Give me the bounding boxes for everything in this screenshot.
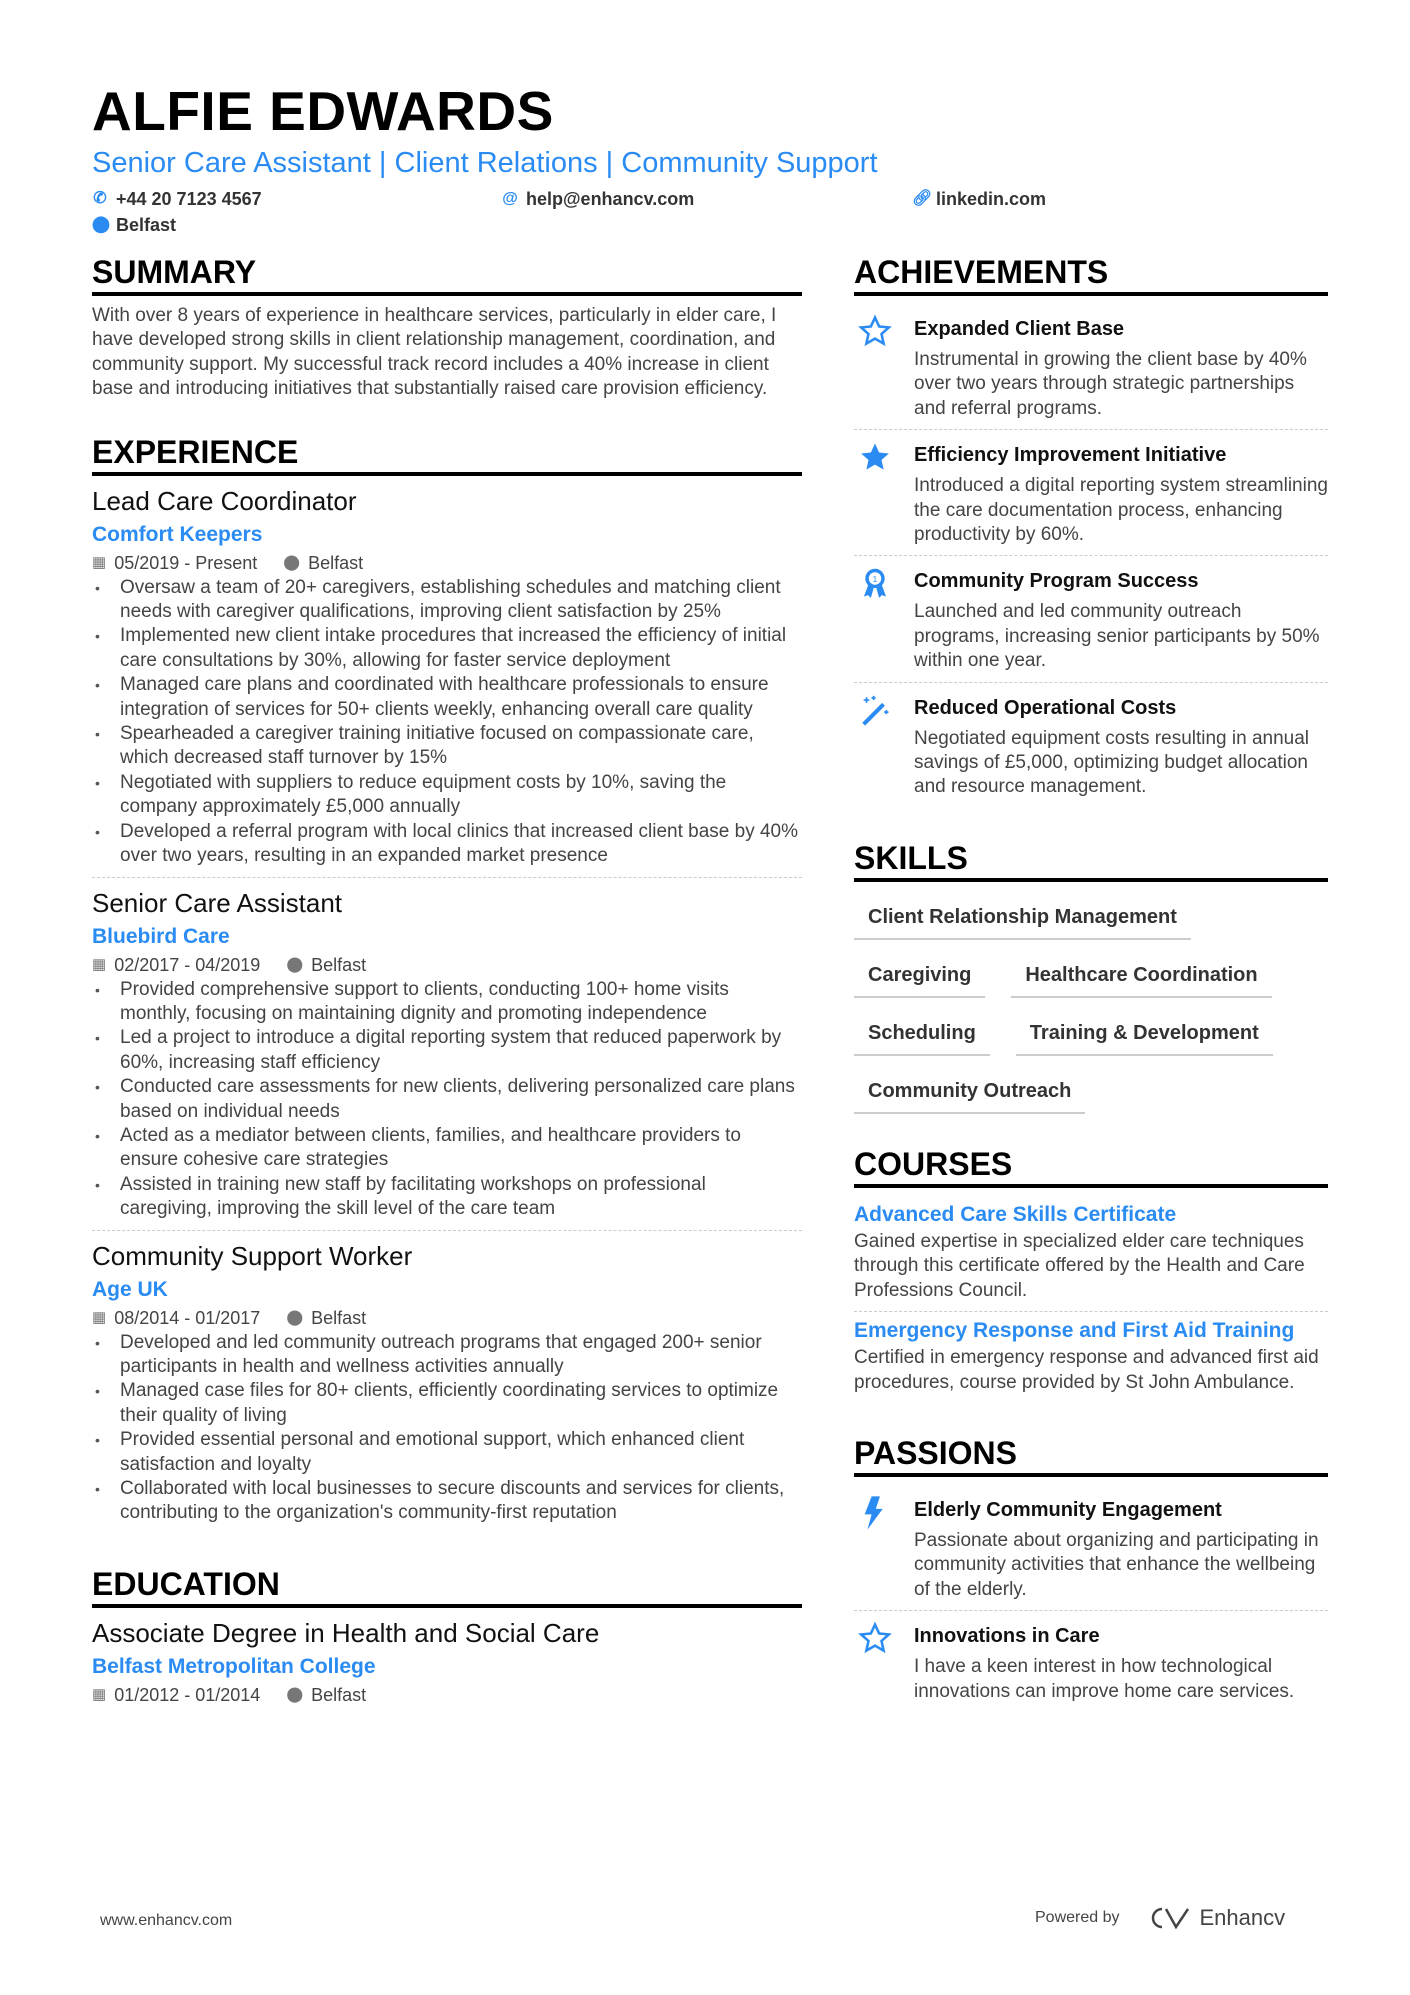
company-name[interactable]: Comfort Keepers bbox=[92, 522, 263, 546]
section-heading: EDUCATION bbox=[92, 1564, 802, 1608]
location-pin-icon: ⬤ bbox=[286, 1685, 304, 1703]
enhancv-logo-icon bbox=[1146, 1905, 1192, 1931]
passions-description: I have a keen interest in how technological innovations can improve home care services. bbox=[914, 1656, 1295, 1702]
job-entry bbox=[92, 1239, 802, 1534]
bullet-item: • Provided essential personal and emotional support, which enhanced client satisfaction and loyalty bbox=[92, 1428, 802, 1477]
bullet-item: • Assisted in training new staff by facilitating workshops on professional caregiving, improving the skill level of the care team bbox=[92, 1173, 802, 1222]
education-section bbox=[92, 1564, 802, 1716]
email-text[interactable]: help@enhancv.com bbox=[526, 189, 695, 209]
location-pin-icon: ⬤ bbox=[286, 955, 304, 973]
achievements-content bbox=[914, 566, 1328, 673]
achievements-item bbox=[854, 304, 1328, 430]
location-text: Belfast bbox=[311, 1684, 367, 1705]
location-text: Belfast bbox=[311, 1307, 367, 1328]
degree-title: Associate Degree in Health and Social Care bbox=[92, 1617, 600, 1648]
achievements-title: Efficiency Improvement Initiative bbox=[914, 444, 1227, 467]
achievements-content bbox=[914, 693, 1328, 800]
achievements-title: Reduced Operational Costs bbox=[914, 696, 1177, 719]
dates-text: 05/2019 - Present bbox=[114, 552, 258, 573]
job-meta bbox=[92, 1305, 802, 1331]
calendar-icon: ▦ bbox=[92, 553, 107, 571]
job-title: Community Support Worker bbox=[92, 1240, 413, 1271]
achievements-description: Introduced a digital reporting system streamlining the care documentation process, enhancing productivity by 60%. bbox=[914, 475, 1328, 546]
contact-linkedin[interactable] bbox=[912, 186, 1046, 212]
right-column bbox=[854, 252, 1328, 1742]
job-dates bbox=[92, 550, 257, 576]
passions-title: Innovations in Care bbox=[914, 1625, 1100, 1648]
bullet-item: • Provided comprehensive support to clients, conducting 100+ home visits monthly, focusing on maintaining dignity and promoting independence bbox=[92, 978, 802, 1027]
candidate-title: Senior Care Assistant | Client Relations | Community Support bbox=[92, 147, 878, 179]
linkedin-text[interactable]: linkedin.com bbox=[936, 189, 1047, 209]
bullet-item: • Spearheaded a caregiver training initiative focused on compassionate care, which decreased staff turnover by 15% bbox=[92, 722, 802, 771]
skill-tag: Caregiving bbox=[854, 956, 985, 998]
contact-email[interactable] bbox=[502, 186, 912, 212]
summary-section bbox=[92, 252, 802, 402]
left-column bbox=[92, 252, 802, 1746]
job-location bbox=[286, 952, 366, 978]
candidate-name: ALFIE EDWARDS bbox=[92, 80, 554, 142]
at-icon: @ bbox=[502, 190, 518, 207]
bullet-item: • Managed care plans and coordinated with healthcare professionals to ensure integration of services for 50+ clients weekly, enhancing overall care quality bbox=[92, 673, 802, 722]
section-heading: EXPERIENCE bbox=[92, 432, 802, 476]
calendar-icon: ▦ bbox=[92, 1685, 107, 1703]
achievements-item bbox=[854, 430, 1328, 556]
section-heading: ACHIEVEMENTS bbox=[854, 252, 1328, 296]
skill-tag: Training & Development bbox=[1016, 1014, 1273, 1056]
course-title: Emergency Response and First Aid Training bbox=[854, 1319, 1295, 1343]
powered-by-text: Powered by bbox=[1035, 1909, 1120, 1926]
link-icon: 🔗︎ bbox=[912, 190, 933, 207]
education-meta bbox=[92, 1682, 802, 1708]
bullet-list bbox=[92, 1331, 802, 1526]
dates-text: 08/2014 - 01/2017 bbox=[114, 1307, 261, 1328]
location-pin-icon: ⬤ bbox=[92, 216, 110, 233]
course-description: Gained expertise in specialized elder care techniques through this certificate offered by the Health and Care Professions Council. bbox=[854, 1230, 1305, 1301]
section-heading: PASSIONS bbox=[854, 1433, 1328, 1477]
calendar-icon: ▦ bbox=[92, 1308, 107, 1326]
bullet-item: • Negotiated with suppliers to reduce equipment costs by 10%, saving the company approximately £5,000 annually bbox=[92, 771, 802, 820]
resume-header bbox=[92, 80, 1332, 238]
location-text: Belfast bbox=[311, 954, 367, 975]
achievements-content bbox=[914, 314, 1328, 421]
award-ribbon-icon bbox=[854, 566, 914, 673]
summary-text: With over 8 years of experience in healthcare services, particularly in elder care, I have developed strong skills in client relationship management, coordination, and community support. My successful track record includes a 40% increase in client base and introducing initiatives that substantially raised care provision efficiency. bbox=[92, 305, 777, 400]
section-heading: SUMMARY bbox=[92, 252, 802, 296]
education-dates bbox=[92, 1682, 260, 1708]
bullet-item: • Acted as a mediator between clients, families, and healthcare providers to ensure cohesive care strategies bbox=[92, 1124, 802, 1173]
passions-item bbox=[854, 1611, 1328, 1712]
skill-tag: Healthcare Coordination bbox=[1011, 956, 1271, 998]
job-dates bbox=[92, 952, 260, 978]
company-name[interactable]: Age UK bbox=[92, 1277, 168, 1301]
contact-location bbox=[92, 212, 176, 238]
brand-text: Enhancv bbox=[1199, 1905, 1286, 1930]
achievements-title: Community Program Success bbox=[914, 570, 1199, 593]
job-entry bbox=[92, 484, 802, 878]
job-entry bbox=[92, 886, 802, 1231]
school-name[interactable]: Belfast Metropolitan College bbox=[92, 1654, 376, 1678]
star-outline-icon bbox=[854, 314, 914, 421]
achievements-item bbox=[854, 556, 1328, 682]
star-filled-icon bbox=[854, 440, 914, 547]
bullet-item: • Oversaw a team of 20+ caregivers, establishing schedules and matching client needs with caregiver qualifications, improving client satisfaction by 25% bbox=[92, 576, 802, 625]
course-item bbox=[854, 1312, 1328, 1403]
job-title: Lead Care Coordinator bbox=[92, 485, 357, 516]
location-text: Belfast bbox=[308, 552, 364, 573]
contact-phone bbox=[92, 186, 502, 212]
job-meta bbox=[92, 550, 802, 576]
footer-branding bbox=[1035, 1905, 1285, 1931]
passions-item bbox=[854, 1485, 1328, 1611]
passions-section bbox=[854, 1433, 1328, 1712]
section-heading: SKILLS bbox=[854, 838, 1328, 882]
job-location bbox=[283, 550, 363, 576]
bullet-list bbox=[92, 978, 802, 1222]
education-entry bbox=[92, 1616, 802, 1716]
footer-website[interactable]: www.enhancv.com bbox=[100, 1912, 233, 1929]
bullet-item: • Managed case files for 80+ clients, efficiently coordinating services to optimize their quality of living bbox=[92, 1379, 802, 1428]
passions-content bbox=[914, 1495, 1328, 1602]
bullet-item: • Led a project to introduce a digital reporting system that reduced paperwork by 60%, increasing staff efficiency bbox=[92, 1026, 802, 1075]
star-outline-icon bbox=[854, 1621, 914, 1704]
bullet-item: • Conducted care assessments for new clients, delivering personalized care plans based on individual needs bbox=[92, 1075, 802, 1124]
achievements-description: Instrumental in growing the client base by 40% over two years through strategic partnerships and referral programs. bbox=[914, 349, 1307, 419]
magic-wand-icon bbox=[854, 693, 914, 800]
phone-text: +44 20 7123 4567 bbox=[116, 189, 262, 209]
passions-content bbox=[914, 1621, 1328, 1704]
location-pin-icon: ⬤ bbox=[283, 553, 301, 571]
job-location bbox=[286, 1305, 366, 1331]
achievements-section bbox=[854, 252, 1328, 808]
passions-title: Elderly Community Engagement bbox=[914, 1498, 1222, 1521]
job-dates bbox=[92, 1305, 260, 1331]
passions-description: Passionate about organizing and participating in community activities that enhance the wellbeing of the elderly. bbox=[914, 1529, 1319, 1600]
calendar-icon: ▦ bbox=[92, 955, 107, 973]
education-location bbox=[286, 1682, 366, 1708]
bullet-list bbox=[92, 576, 802, 869]
course-title: Advanced Care Skills Certificate bbox=[854, 1202, 1177, 1226]
company-name[interactable]: Bluebird Care bbox=[92, 924, 230, 948]
job-title: Senior Care Assistant bbox=[92, 887, 343, 918]
job-meta bbox=[92, 952, 802, 978]
location-pin-icon: ⬤ bbox=[286, 1308, 304, 1326]
lightning-icon bbox=[854, 1495, 914, 1602]
experience-section bbox=[92, 432, 802, 1534]
section-heading: COURSES bbox=[854, 1144, 1328, 1188]
course-item bbox=[854, 1196, 1328, 1312]
achievements-description: Negotiated equipment costs resulting in annual savings of £5,000, optimizing budget allocation and resource management. bbox=[914, 727, 1310, 798]
location-text: Belfast bbox=[116, 215, 177, 235]
achievements-title: Expanded Client Base bbox=[914, 318, 1125, 340]
achievements-description: Launched and led community outreach programs, increasing senior participants by 50% within one year. bbox=[914, 601, 1320, 672]
course-description: Certified in emergency response and advanced first aid procedures, course provided by St John Ambulance. bbox=[854, 1347, 1319, 1393]
bullet-item: • Implemented new client intake procedures that increased the efficiency of initial care consultations by 30%, allowing for faster service deployment bbox=[92, 624, 802, 673]
achievements-content bbox=[914, 440, 1328, 547]
dates-text: 02/2017 - 04/2019 bbox=[114, 954, 261, 975]
skill-tag: Client Relationship Management bbox=[854, 898, 1191, 940]
dates-text: 01/2012 - 01/2014 bbox=[114, 1684, 261, 1705]
skills-section bbox=[854, 838, 1328, 1114]
svg-text:1: 1 bbox=[872, 574, 878, 585]
bullet-item: • Developed and led community outreach programs that engaged 200+ senior participants in health and wellness activities annually bbox=[92, 1331, 802, 1380]
skill-tag: Community Outreach bbox=[854, 1072, 1085, 1114]
courses-section bbox=[854, 1144, 1328, 1403]
achievements-item bbox=[854, 683, 1328, 808]
enhancv-logo[interactable] bbox=[1146, 1905, 1286, 1931]
bullet-item: • Developed a referral program with local clinics that increased client base by 40% over two years, resulting in an expanded market presence bbox=[92, 820, 802, 869]
phone-icon: ✆ bbox=[93, 190, 107, 207]
bullet-item: • Collaborated with local businesses to secure discounts and services for clients, contributing to the organization's community-first reputation bbox=[92, 1477, 802, 1526]
skill-tag: Scheduling bbox=[854, 1014, 990, 1056]
